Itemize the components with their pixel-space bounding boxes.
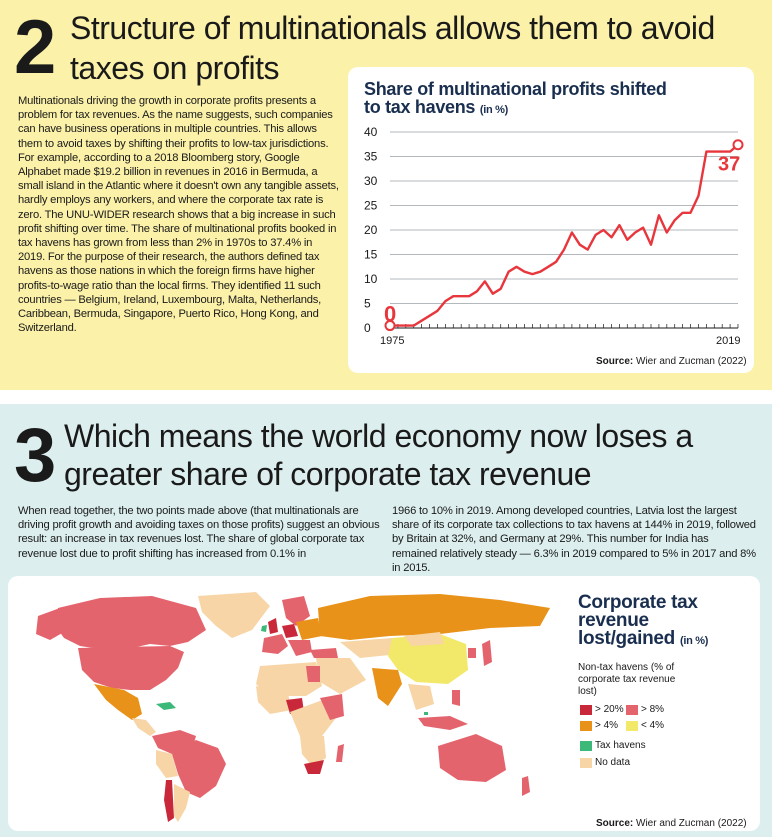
legend-label: > 20% xyxy=(595,704,624,715)
y-tick-label: 5 xyxy=(364,296,371,311)
legend-label: < 4% xyxy=(641,720,665,731)
y-tick-label: 30 xyxy=(364,174,378,188)
map-japan xyxy=(482,640,492,666)
y-tick-label: 10 xyxy=(364,272,378,286)
map-source-label: Source: xyxy=(596,818,634,829)
start-value-label: 0 xyxy=(384,301,397,327)
y-tick-label: 15 xyxy=(364,247,378,262)
end-value-label: 37 xyxy=(718,153,741,176)
section-3-headline-line1: Which means the world economy now loses a xyxy=(64,418,693,454)
map-madagascar xyxy=(336,744,344,762)
section-3-body-right: 1966 to 10% in 2019. Among developed countries, Latvia lost the largest share of its corporate tax collections to tax havens at 144% in 2019, followed by Britain at 32%, and Germany at 29%. This number for India has remained relatively steady — 6.3% in 2019 compared to 5% in 2017 and 8% in 2015. xyxy=(392,505,756,574)
map-singapore xyxy=(424,712,428,715)
section-2-headline-line1: Structure of multinationals allows them to avoid xyxy=(70,10,715,46)
map-philippines xyxy=(452,690,460,706)
map-germany xyxy=(282,624,298,638)
y-tick-label: 35 xyxy=(364,149,378,164)
chart-title-unit: (in %) xyxy=(479,104,508,116)
section-2-number: 2 xyxy=(14,5,57,90)
section-3-headline-line2: greater share of corporate tax revenue xyxy=(64,456,592,492)
chart-title xyxy=(364,80,744,119)
map-middle-east xyxy=(316,658,366,694)
section-2-headline-line2: taxes on profits xyxy=(70,50,279,86)
map-south-africa xyxy=(304,760,324,774)
y-tick-label: 25 xyxy=(364,198,378,213)
map-chile xyxy=(164,780,174,822)
chart-source xyxy=(596,356,747,367)
map-france-iberia xyxy=(262,634,288,654)
map-indonesia xyxy=(418,716,468,730)
map-korea xyxy=(468,648,476,658)
x-tick-label: 1975 xyxy=(380,335,405,347)
section-3-number: 3 xyxy=(14,413,57,498)
map-source-text: Wier and Zucman (2022) xyxy=(636,818,747,829)
x-tick-label: 2019 xyxy=(716,335,741,347)
map-legend-title-line3: lost/gained xyxy=(578,628,675,649)
map-uk xyxy=(268,618,278,634)
map-legend-title-line1: Corporate tax xyxy=(578,592,698,613)
map-egypt xyxy=(306,666,320,682)
line-chart xyxy=(348,120,754,356)
y-tick-label: 0 xyxy=(364,321,371,335)
legend-swatch xyxy=(580,741,592,751)
section-3-body-left: When read together, the two points made above (that multinationals are driving profit growth and avoiding taxes on those profits) suggest an obvious result: an increase in tax revenues lost. The share of global corporate tax revenue lost due to profit shifting has increased from 0.1% in xyxy=(18,505,380,560)
map-india xyxy=(372,668,402,706)
endpoint-marker xyxy=(734,140,743,149)
legend-swatch xyxy=(626,721,638,731)
map-turkey xyxy=(310,648,338,658)
map-central-america xyxy=(132,718,156,736)
legend-swatch xyxy=(626,705,638,715)
map-legend-title xyxy=(578,594,758,650)
chart-source-text: Wier and Zucman (2022) xyxy=(636,356,747,367)
map-alaska xyxy=(36,608,64,640)
map-canada xyxy=(54,596,206,650)
legend-label: Tax havens xyxy=(595,740,646,751)
map-greenland xyxy=(198,592,270,638)
map-source xyxy=(596,818,747,829)
legend-swatch xyxy=(580,758,592,768)
map-italy-balkans xyxy=(288,640,312,656)
map-australia xyxy=(438,734,506,782)
map-caribbean xyxy=(156,702,176,710)
map-new-zealand xyxy=(522,776,530,796)
world-map xyxy=(20,586,570,826)
legend-swatch xyxy=(580,705,592,715)
chart-title-line1: Share of multinational profits shifted xyxy=(364,79,667,99)
legend-label: > 4% xyxy=(595,720,619,731)
map-usa xyxy=(78,646,184,690)
map-legend-title-unit: (in %) xyxy=(679,635,709,647)
section-2-body: Multinationals driving the growth in corporate profits presents a problem for tax revenues. As the name suggests, such companies can have business operations in multiple countries. This allows them to avoid taxes by shifting their profits to low-tax jurisdictions. For example, according to a 2018 Bloomberg story, Google Alphabet made $19.2 billion in revenues in 2016 in Bermuda, a small island in the Atlantic where it doesn't own any tangible assets, hardly employs any workers, and where the corporate tax rate is zero. The UNU-WIDER research shows that a big increase in such profit shifting over time. The share of multinational profits booked in tax havens has grown from less than 2% in 1970s to 37.4% in 2019. For the purpose of their research, the authors defined tax havens as those nations in which the foreign firms have higher profits-to-wage ratio than the local firms. They identified 11 such countries — Belgium, Ireland, Luxembourg, Malta, Netherlands, Caribbean, Bermuda, Singapore, Puerto Rico, Hong Kong, and Switzerland. xyxy=(18,95,339,335)
legend-swatch xyxy=(580,721,592,731)
legend-label: No data xyxy=(595,757,631,768)
y-tick-label: 20 xyxy=(364,223,378,237)
map-legend-title-line2: revenue xyxy=(578,610,649,631)
map-southeast-asia xyxy=(408,684,434,710)
map-ireland xyxy=(261,625,267,632)
chart-title-line2: to tax havens xyxy=(364,97,476,117)
series-line xyxy=(390,145,741,326)
legend-label: > 8% xyxy=(641,704,665,715)
map-eastern-europe xyxy=(296,618,322,640)
chart-source-label: Source: xyxy=(596,356,634,367)
y-tick-label: 40 xyxy=(364,125,378,139)
map-legend-subtitle: Non-tax havens (% of corporate tax revenue lost) xyxy=(578,662,676,697)
